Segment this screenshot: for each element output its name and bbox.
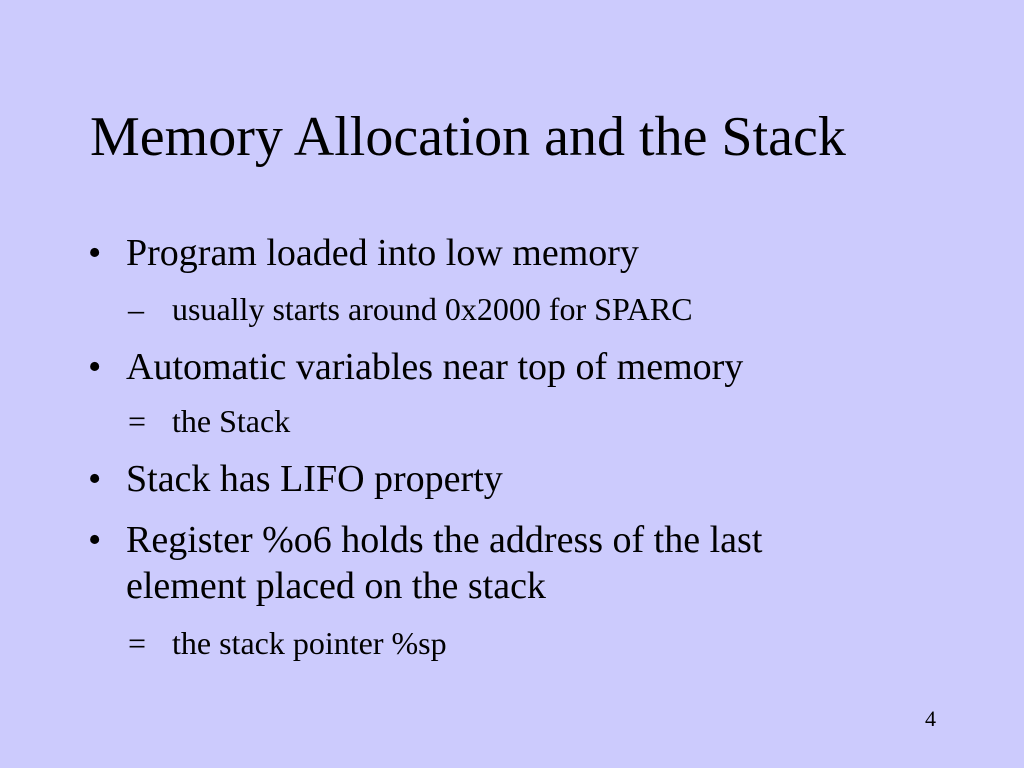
bullet-marker: • [88,519,102,561]
bullet-text: Program loaded into low memory [126,232,639,274]
sub-bullet-text: usually starts around 0x2000 for SPARC [172,291,693,327]
sub-bullet-text: the stack pointer %sp [172,625,447,661]
bullet-text: element placed on the stack [126,565,546,607]
equals-marker: = [128,625,147,661]
page-number: 4 [925,706,936,731]
bullet-marker: • [88,458,102,500]
bullet-continuation [126,563,546,609]
sub-bullet-text: the Stack [172,403,291,439]
sub-bullet-item [128,624,447,662]
slide-title: Memory Allocation and the Stack [90,106,846,168]
bullet-item [88,230,639,276]
bullet-text: Register %o6 holds the address of the last [126,519,763,561]
bullet-item [88,517,763,563]
sub-bullet-item [128,290,693,328]
bullet-text: Automatic variables near top of memory [126,346,744,388]
bullet-text: Stack has LIFO property [126,458,503,500]
bullet-marker: • [88,346,102,388]
bullet-item [88,344,744,390]
sub-bullet-item [128,402,291,440]
bullet-marker: • [88,232,102,274]
bullet-item [88,456,503,502]
dash-marker: – [128,291,144,327]
equals-marker: = [128,403,147,439]
